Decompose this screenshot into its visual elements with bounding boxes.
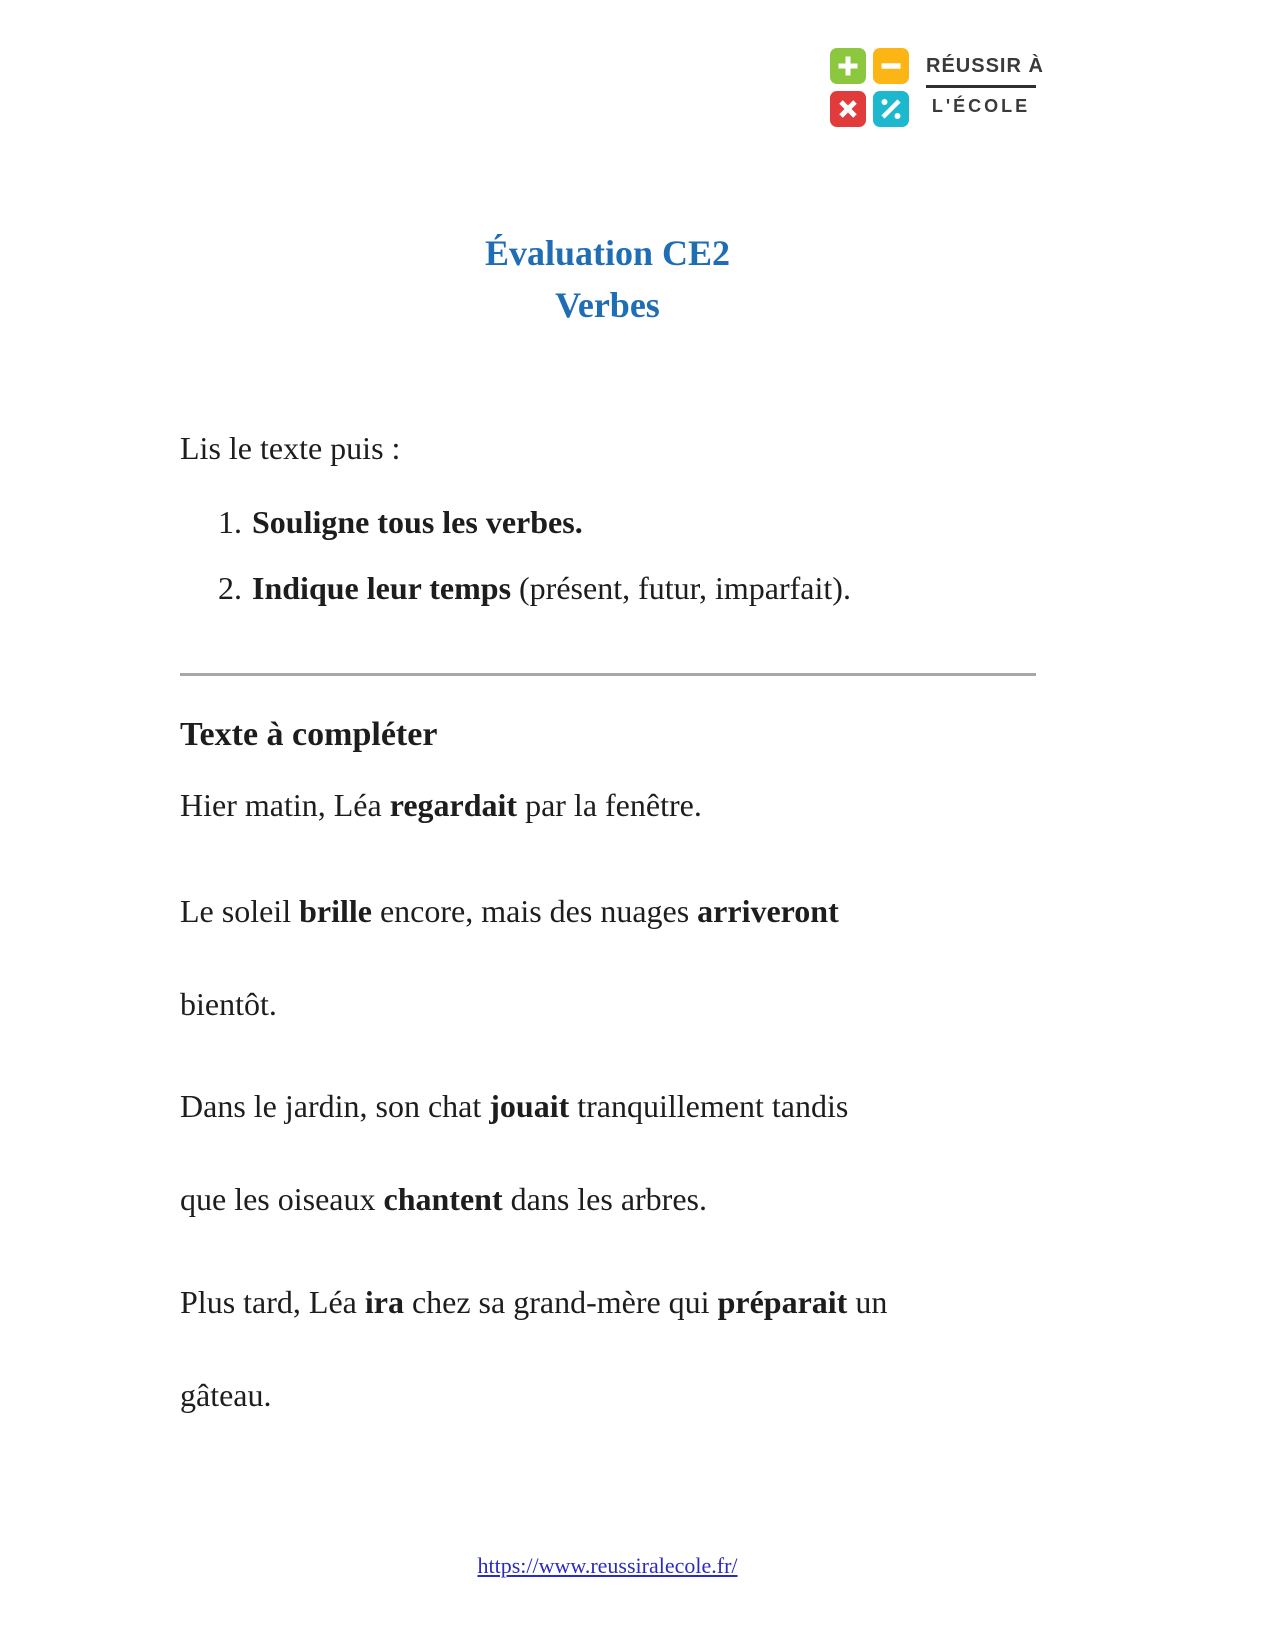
section-heading: Texte à compléter (180, 716, 438, 753)
logo-text-bottom: L'ÉCOLE (931, 96, 1031, 116)
page-title (180, 227, 1035, 331)
page-title-line2: Verbes (555, 285, 660, 325)
multiply-icon (830, 91, 866, 127)
plus-icon (830, 48, 866, 84)
logo-wordmark (926, 48, 1044, 117)
list-item (218, 568, 851, 608)
list-number: 1. (218, 504, 242, 540)
logo-tiles (830, 48, 909, 127)
list-item-text: Indique leur temps (présent, futur, imparfait). (252, 570, 851, 606)
list-item-text: Souligne tous les verbes. (252, 504, 583, 540)
paragraph-line: Hier matin, Léa regardait par la fenêtre. (180, 787, 702, 823)
list-number: 2. (218, 570, 242, 606)
list-item (218, 502, 583, 542)
footer-link[interactable]: https://www.reussiralecole.fr/ (477, 1553, 738, 1578)
paragraph-line: bientôt. (180, 986, 277, 1022)
paragraph-line: Dans le jardin, son chat jouait tranquillement tandis (180, 1088, 849, 1124)
logo-divider (926, 85, 1036, 88)
logo (830, 48, 1044, 127)
section-divider (180, 673, 1036, 676)
paragraph-line: gâteau. (180, 1377, 272, 1413)
logo-text-top: RÉUSSIR À (926, 55, 1044, 77)
minus-icon (873, 48, 909, 84)
page-title-line1: Évaluation CE2 (484, 233, 731, 273)
paragraph-line: Le soleil brille encore, mais des nuages arriveront (180, 893, 839, 929)
instructions-intro: Lis le texte puis : (180, 430, 401, 466)
paragraph-line: Plus tard, Léa ira chez sa grand-mère qui préparait un (180, 1284, 888, 1320)
divide-icon (873, 91, 909, 127)
paragraph-line: que les oiseaux chantent dans les arbres. (180, 1181, 707, 1217)
